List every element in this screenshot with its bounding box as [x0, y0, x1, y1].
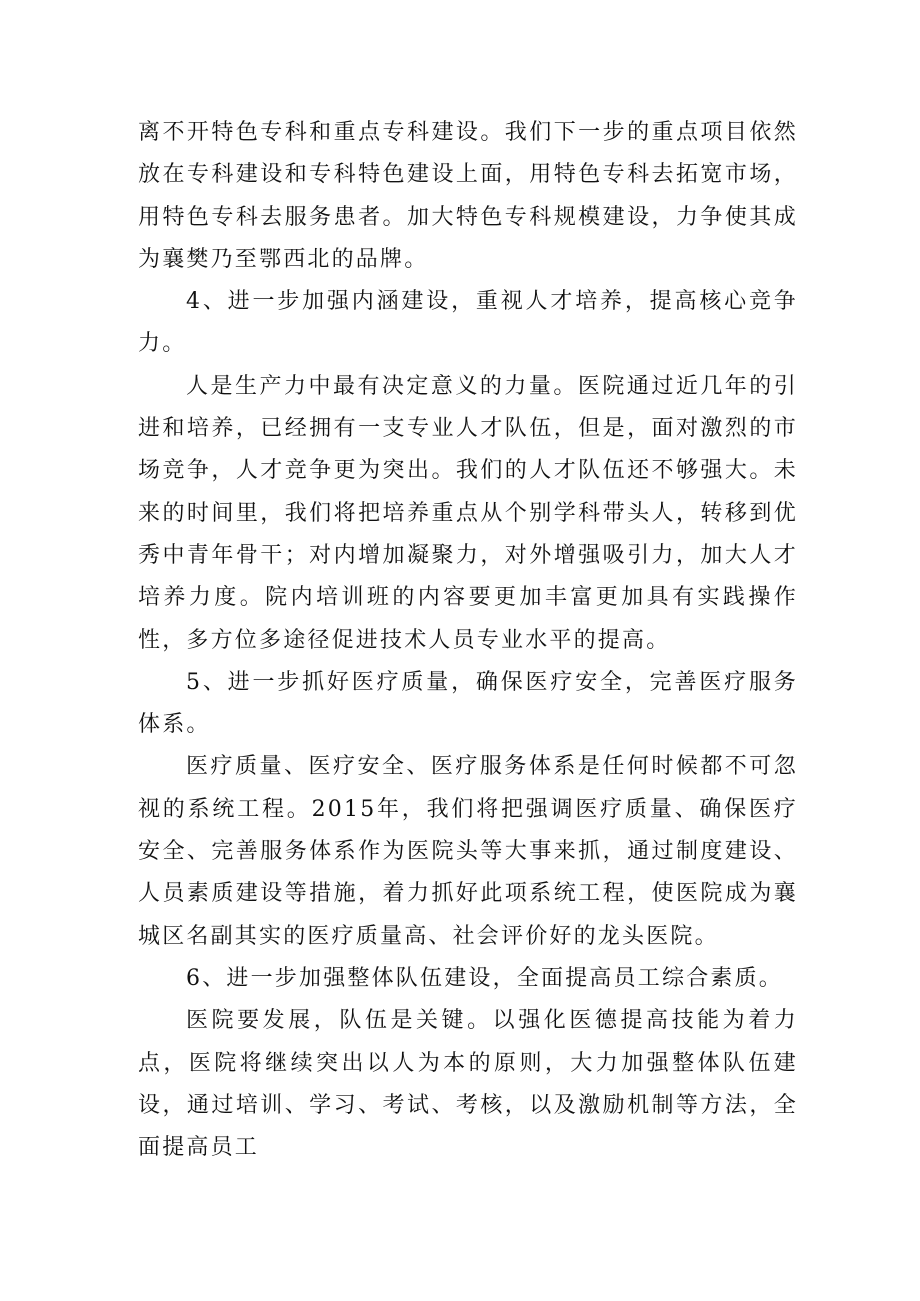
heading-item-5-medical-quality: 5、进一步抓好医疗质量，确保医疗安全，完善医疗服务体系。	[138, 669, 798, 738]
paragraph-specialty-continued: 离不开特色专科和重点专科建设。我们下一步的重点项目依然放在专科建设和专科特色建设上面，用特色专科去拓宽市场，用特色专科去服务患者。加大特色专科规模建设，力争使其成为襄樊乃至鄂西北的品牌。	[138, 120, 798, 272]
heading-item-6-team-building: 6、进一步加强整体队伍建设，全面提高员工综合素质。	[186, 965, 783, 991]
paragraph-talent-training: 人是生产力中最有决定意义的力量。医院通过近几年的引进和培养，已经拥有一支专业人才队伍，但是，面对激烈的市场竞争，人才竞争更为突出。我们的人才队伍还不够强大。未来的时间里，我们将把培养重点从个别学科带头人，转移到优秀中青年骨干；对内增加凝聚力，对外增强吸引力，加大人才培养力度。院内培训班的内容要更加丰富更加具有实践操作性，多方位多途径促进技术人员专业水平的提高。	[138, 373, 798, 653]
document-body	[138, 112, 798, 1169]
paragraph-medical-quality: 医疗质量、医疗安全、医疗服务体系是任何时候都不可忽视的系统工程。2015年，我们将把强调医疗质量、确保医疗安全、完善服务体系作为医院头等大事来抓，通过制度建设、人员素质建设等措施，着力抓好此项系统工程，使医院成为襄城区名副其实的医疗质量高、社会评价好的龙头医院。	[138, 754, 798, 949]
heading-item-4-talent: 4、进一步加强内涵建设，重视人才培养，提高核心竞争力。	[138, 289, 798, 357]
paragraph-team-building: 医院要发展，队伍是关键。以强化医德提高技能为着力点，医院将继续突出以人为本的原则，大力加强整体队伍建设，通过培训、学习、考试、考核，以及激励机制等方法，全面提高员工	[138, 1008, 798, 1161]
